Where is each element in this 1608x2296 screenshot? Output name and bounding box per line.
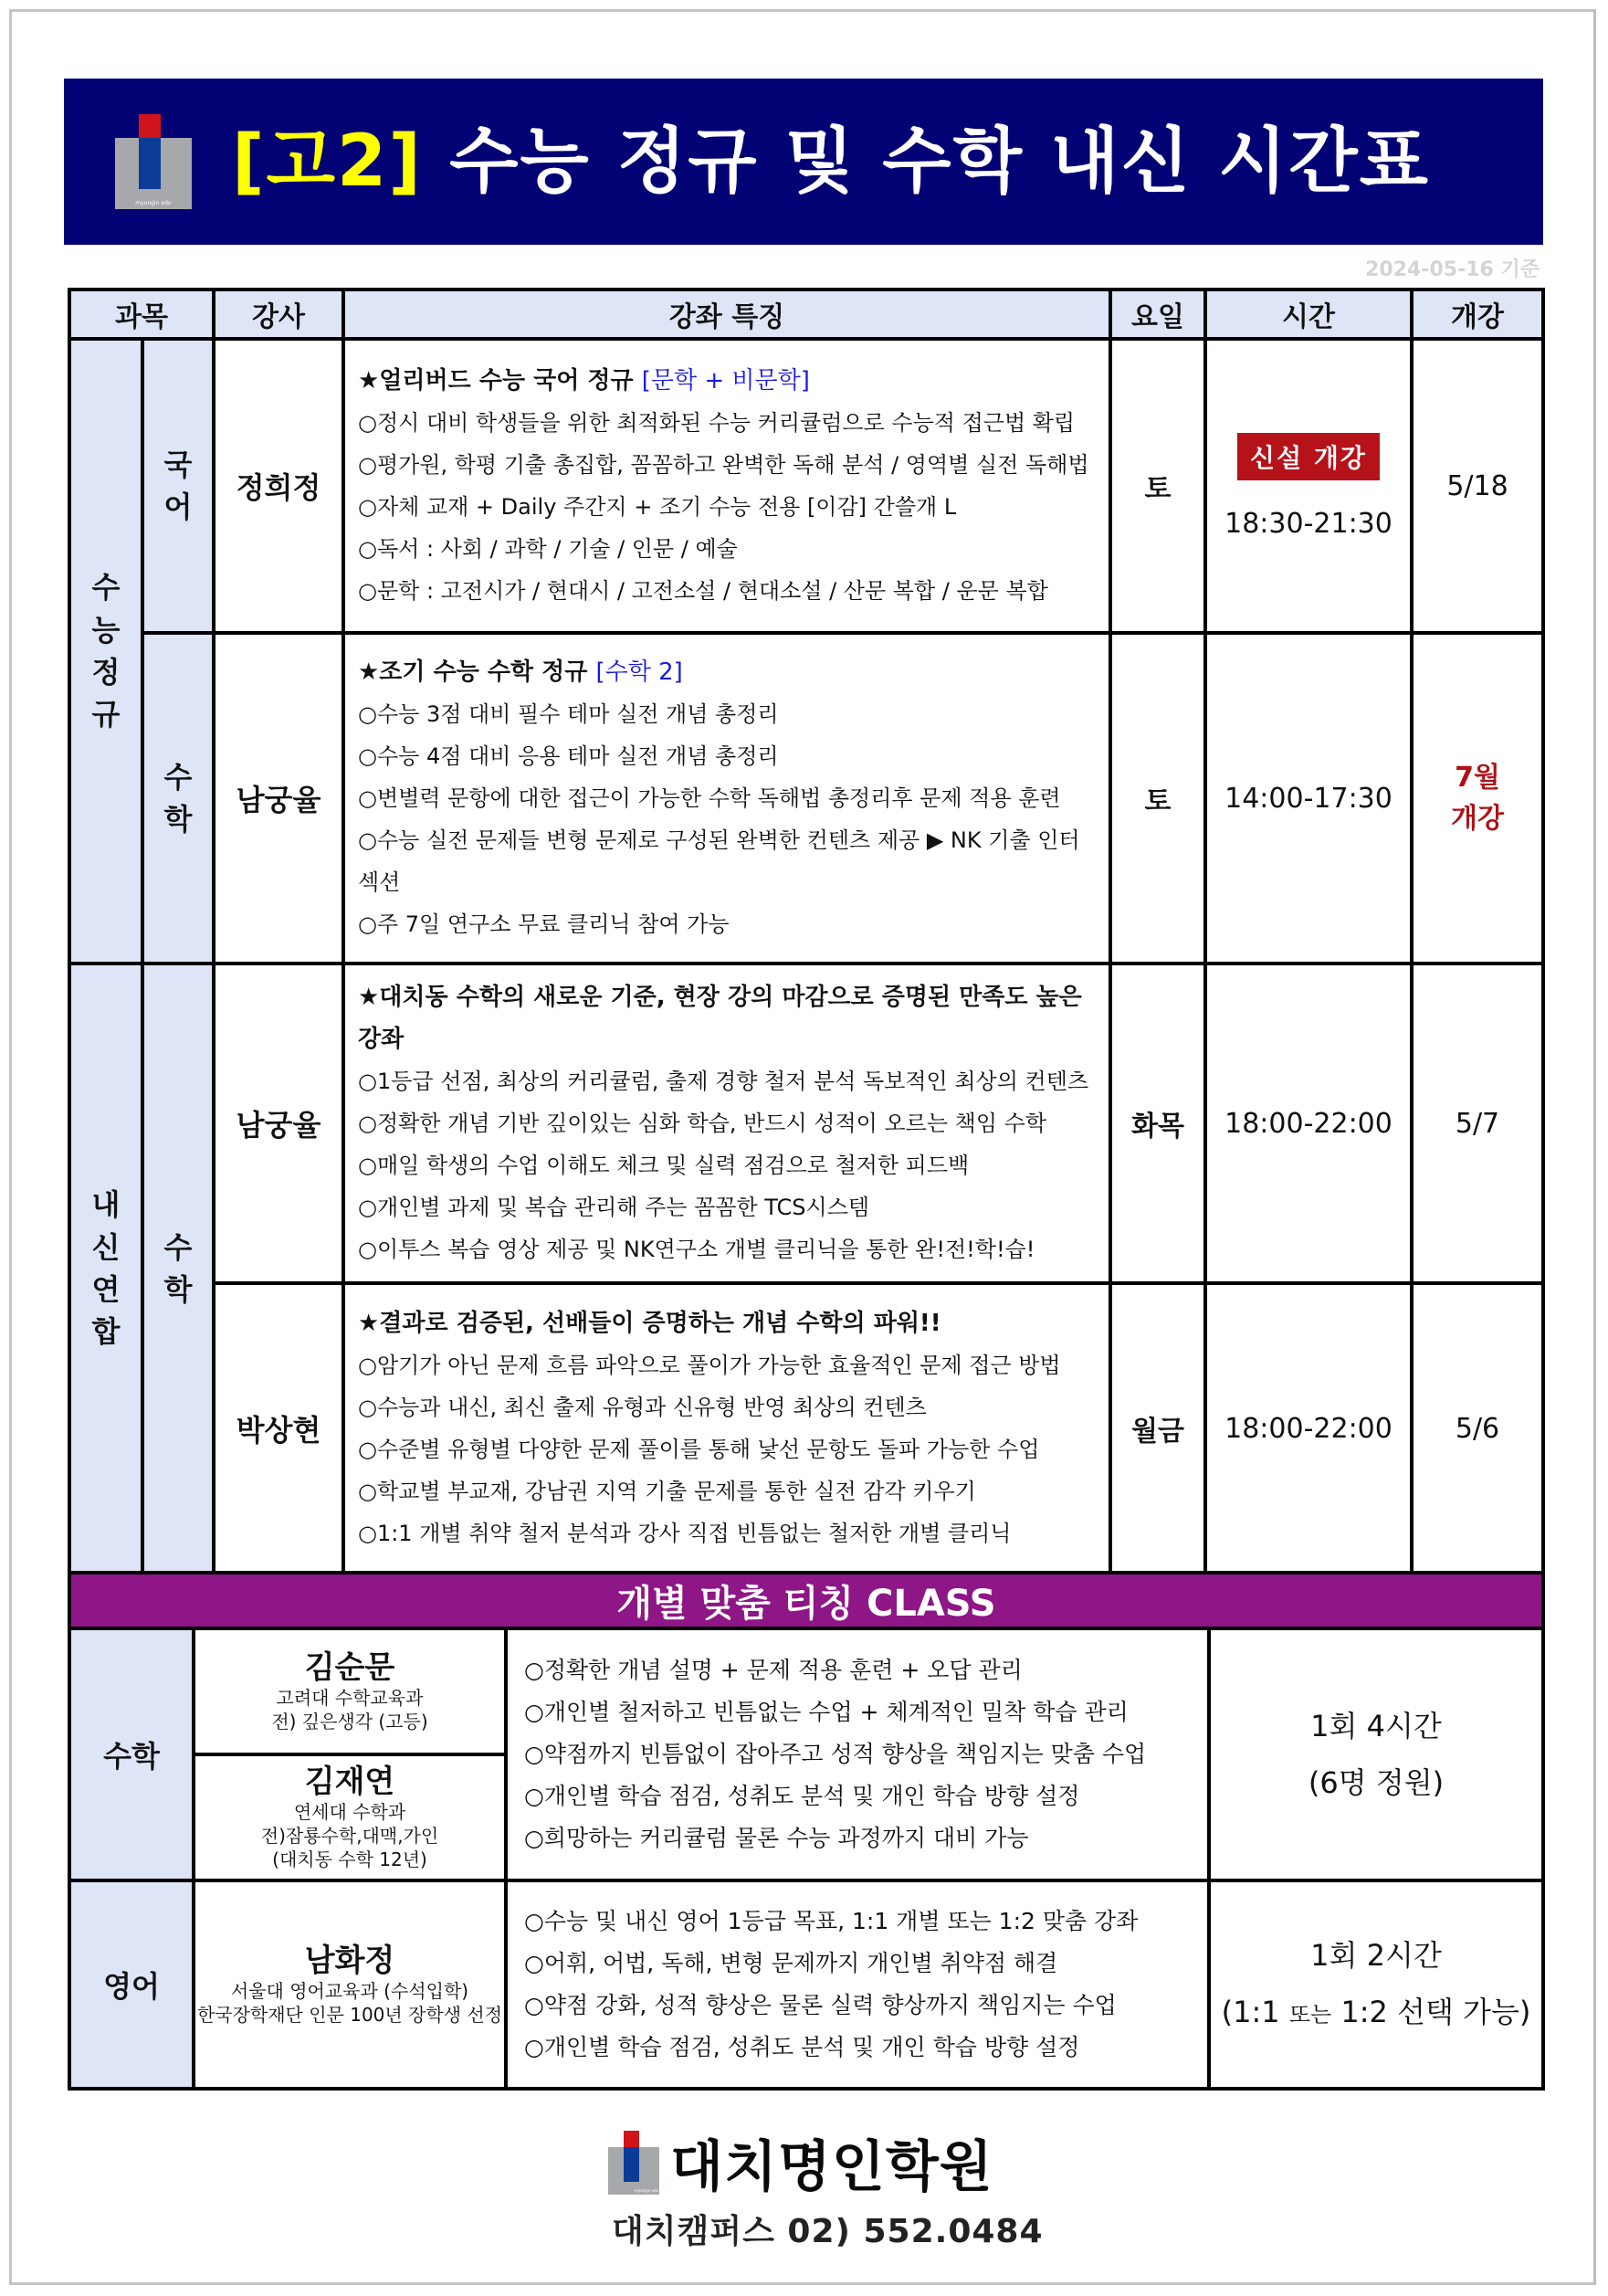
- feature-item: ○독서 : 사회 / 과학 / 기술 / 인문 / 예술: [358, 536, 738, 562]
- feature-item: ○정확한 개념 설명 + 문제 적용 훈련 + 오답 관리: [524, 1657, 1023, 1683]
- group-label-suneung: 수능정규: [69, 339, 142, 964]
- col-header-day: 요일: [1110, 290, 1205, 339]
- feature-item: ○문학 : 고전시가 / 현대시 / 고전소설 / 현대소설 / 산문 복합 / 운문 복합: [358, 578, 1048, 604]
- class-description: [506, 1880, 1209, 2089]
- feature-item: ○개인별 철저하고 빈틈없는 수업 + 체계적인 밀착 학습 관리: [524, 1699, 1129, 1725]
- course-description: ★조기 수능 수학 정규 [수학 2] ○수능 3점 대비 필수 테마 실전 개념 총정리 ○수능 4점 대비 응용 테마 실전 개념 총정리 ○변별력 문항에 대한 접근이 가능한 수학 독해법 총정리후 문제 적용 훈련 ○수능 실전 문제들 변형 문제로 구성된 완벽한 컨텐츠 제공 ▶ NK 기출 인터섹션 ○주 7일 연구소 무료 클리닉 참여 가능: [343, 633, 1110, 964]
- feature-item: ○약점 강화, 성적 향상은 물론 실력 향상까지 책임지는 수업: [524, 1992, 1117, 2018]
- feature-item: ○어휘, 어법, 독해, 변형 문제까지 개인별 취약점 해결: [524, 1950, 1058, 1976]
- feature-item: ○개인별 학습 점검, 성취도 분석 및 개인 학습 방향 설정: [524, 2034, 1080, 2060]
- academy-logo-icon: myungin edu: [115, 114, 192, 209]
- teacher-credential: (대치동 수학 12년): [272, 1848, 427, 1871]
- footer-logo: [608, 2123, 993, 2202]
- feature-item: ○변별력 문항에 대한 접근이 가능한 수학 독해법 총정리후 문제 적용 훈련: [358, 785, 1061, 811]
- class-time: 14:00-17:30: [1205, 633, 1412, 964]
- feature-item: ○학교별 부교재, 강남권 지역 기출 문제를 통한 실전 감각 키우기: [358, 1479, 976, 1504]
- teacher-profile: [194, 1754, 506, 1880]
- feature-item: ○수능과 내신, 최신 출제 유형과 신유형 반영 최상의 컨텐츠: [358, 1395, 927, 1420]
- course-tag: [수학 2]: [595, 658, 683, 686]
- class-description: [506, 1628, 1209, 1880]
- open-date: 7월 개강: [1412, 633, 1543, 964]
- feature-item: ○약점까지 빈틈없이 잡아주고 성적 향상을 책임지는 맞춤 수업: [524, 1741, 1147, 1767]
- subject-label: 수학: [142, 633, 214, 964]
- individual-class-table: [68, 1571, 1545, 2091]
- feature-item: ○1:1 개별 취약 철저 분석과 강사 직접 빈틈없는 철저한 개별 클리닉: [358, 1521, 1012, 1546]
- col-header-teacher: 강사: [214, 290, 343, 339]
- teacher-name: 박상현: [214, 1283, 343, 1574]
- schedule-table: [68, 288, 1545, 1575]
- class-day: 화목: [1110, 964, 1205, 1283]
- class-info: 1회 2시간 (1:1 또는 1:2 선택 가능): [1209, 1880, 1543, 2089]
- teacher-profile: [194, 1628, 506, 1754]
- teacher-name: 정희정: [214, 339, 343, 633]
- feature-item: ○개인별 학습 점검, 성취도 분석 및 개인 학습 방향 설정: [524, 1783, 1080, 1809]
- table-row: [69, 1628, 1543, 1754]
- campus-phone: 대치캠퍼스 02) 552.0484: [612, 2213, 1044, 2250]
- teacher-credential: 전) 깊은생각 (고등): [271, 1711, 428, 1733]
- table-row: [69, 964, 1543, 1283]
- new-course-badge: 신설 개강: [1237, 433, 1380, 480]
- grade-tag: [고2]: [232, 121, 423, 203]
- title-banner: [64, 79, 1543, 245]
- open-date: 5/6: [1412, 1283, 1543, 1574]
- teacher-profile: [194, 1880, 506, 2089]
- teacher-name: 남궁율: [214, 633, 343, 964]
- as-of-date: 2024-05-16 기준: [1365, 258, 1540, 281]
- teacher-name: 김순문: [304, 1648, 395, 1686]
- feature-item: ○1등급 선점, 최상의 커리큘럼, 출제 경향 철저 분석 독보적인 최상의 컨텐츠: [358, 1069, 1089, 1094]
- teacher-credential: 전)잠룡수학,대맥,가인: [260, 1825, 439, 1848]
- academy-logo-icon: myungin edu: [608, 2131, 659, 2195]
- class-day: 토: [1110, 633, 1205, 964]
- feature-item: ○이투스 복습 영상 제공 및 NK연구소 개별 클리닉을 통한 완!전!학!습!: [358, 1237, 1035, 1262]
- feature-item: ○암기가 아닌 문제 흐름 파악으로 풀이가 가능한 효율적인 문제 접근 방법: [358, 1353, 1061, 1378]
- col-header-time: 시간: [1205, 290, 1412, 339]
- class-time: 18:30-21:30: [1224, 507, 1393, 540]
- col-header-subject: 과목: [69, 290, 214, 339]
- course-description: ★결과로 검증된, 선배들이 증명하는 개념 수학의 파워!! ○암기가 아닌 문제 흐름 파악으로 풀이가 가능한 효율적인 문제 접근 방법 ○수능과 내신, 최신 출제 유형과 신유형 반영 최상의 컨텐츠 ○수준별 유형별 다양한 문제 풀이를 통해 낯선 문항도 돌파 가능한 수업 ○학교별 부교재, 강남권 지역 기출 문제를 통한 실전 감각 키우기 ○1:1 개별 취약 철저 분석과 강사 직접 빈틈없는 철저한 개별 클리닉: [343, 1283, 1110, 1574]
- page-title: [232, 121, 1431, 203]
- table-row: [69, 1283, 1543, 1574]
- feature-item: ○주 7일 연구소 무료 클리닉 참여 가능: [358, 911, 730, 937]
- subject-label: 국어: [142, 339, 214, 633]
- table-row: [69, 633, 1543, 964]
- class-time: 18:00-22:00: [1205, 964, 1412, 1283]
- feature-item: ○수능 4점 대비 응용 테마 실전 개념 총정리: [358, 743, 779, 769]
- class-day: 토: [1110, 339, 1205, 633]
- subject-label: 수학: [69, 1628, 194, 1880]
- table-row: [69, 339, 1543, 633]
- teacher-credential: 서울대 영어교육과 (수석입학): [230, 1980, 469, 2003]
- title-text: 수능 정규 및 수학 내신 시간표: [449, 121, 1431, 203]
- class-time: 18:00-22:00: [1205, 1283, 1412, 1574]
- col-header-open: 개강: [1412, 290, 1543, 339]
- class-table-title: 개별 맞춤 티칭 CLASS: [69, 1573, 1543, 1628]
- feature-item: ○자체 교재 + Daily 주간지 + 조기 수능 전용 [이감] 간쓸개 L: [358, 494, 957, 520]
- feature-item: ○수능 및 내신 영어 1등급 목표, 1:1 개별 또는 1:2 맞춤 강좌: [524, 1908, 1139, 1934]
- feature-item: ○수능 실전 문제들 변형 문제로 구성된 완벽한 컨텐츠 제공 ▶ NK 기출 인터섹션: [358, 827, 1080, 895]
- feature-item: ○희망하는 커리큘럼 물론 수능 과정까지 대비 가능: [524, 1825, 1029, 1851]
- academy-name: 대치명인학원: [670, 2135, 993, 2199]
- open-date: 5/18: [1412, 339, 1543, 633]
- subject-label: 영어: [69, 1880, 194, 2089]
- class-day: 월금: [1110, 1283, 1205, 1574]
- feature-item: ○수준별 유형별 다양한 문제 풀이를 통해 낯선 문항도 돌파 가능한 수업: [358, 1437, 1040, 1462]
- feature-item: ○개인별 과제 및 복습 관리해 주는 꼼꼼한 TCS시스템: [358, 1195, 870, 1220]
- course-description: ★대치동 수학의 새로운 기준, 현장 강의 마감으로 증명된 만족도 높은 강좌 ○1등급 선점, 최상의 커리큘럼, 출제 경향 철저 분석 독보적인 최상의 컨텐츠 ○정확한 개념 기반 깊이있는 심화 학습, 반드시 성적이 오르는 책임 수학 ○매일 학생의 수업 이해도 체크 및 실력 점검으로 철저한 피드백 ○개인별 과제 및 복습 관리해 주는 꼼꼼한 TCS시스템 ○이투스 복습 영상 제공 및 NK연구소 개별 클리닉을 통한 완!전!학!습!: [343, 964, 1110, 1283]
- feature-item: ○수능 3점 대비 필수 테마 실전 개념 총정리: [358, 701, 779, 727]
- class-info: 1회 4시간 (6명 정원): [1209, 1628, 1543, 1880]
- teacher-name: 김재연: [304, 1763, 395, 1800]
- table-header-row: [69, 290, 1543, 339]
- table-row: [69, 1880, 1543, 2089]
- group-label-naesin: 내신연합: [69, 964, 142, 1574]
- course-description: ★얼리버드 수능 국어 정규 [문학 + 비문학] ○정시 대비 학생들을 위한 최적화된 수능 커리큘럼으로 수능적 접근법 확립 ○평가원, 학평 기출 총집합, 꼼꼼하고 완벽한 독해 분석 / 영역별 실전 독해법 ○자체 교재 + Daily 주간지 + 조기 수능 전용 [이감] 간쓸개 L ○독서 : 사회 / 과학 / 기술 / 인문 / 예술 ○문학 : 고전시가 / 현대시 / 고전소설 / 현대소설 / 산문 복합 / 운문 복합: [343, 339, 1110, 633]
- feature-item: ○매일 학생의 수업 이해도 체크 및 실력 점검으로 철저한 피드백: [358, 1153, 970, 1178]
- feature-item: ○평가원, 학평 기출 총집합, 꼼꼼하고 완벽한 독해 분석 / 영역별 실전 독해법: [358, 452, 1089, 478]
- open-date: 5/7: [1412, 964, 1543, 1283]
- course-tag: [문학 + 비문학]: [641, 367, 810, 395]
- teacher-credential: 고려대 수학교육과: [276, 1687, 424, 1710]
- teacher-credential: 한국장학재단 인문 100년 장학생 선정: [196, 2004, 503, 2027]
- teacher-name: 남화정: [304, 1942, 395, 1979]
- class-time-cell: [1205, 339, 1412, 633]
- feature-item: ○정시 대비 학생들을 위한 최적화된 수능 커리큘럼으로 수능적 접근법 확립: [358, 410, 1076, 436]
- teacher-credential: 연세대 수학과: [293, 1801, 406, 1824]
- feature-item: ○정확한 개념 기반 깊이있는 심화 학습, 반드시 성적이 오르는 책임 수학: [358, 1111, 1047, 1136]
- teacher-name: 남궁율: [214, 964, 343, 1283]
- subject-label: 수학: [142, 964, 214, 1574]
- col-header-description: 강좌 특징: [343, 290, 1110, 339]
